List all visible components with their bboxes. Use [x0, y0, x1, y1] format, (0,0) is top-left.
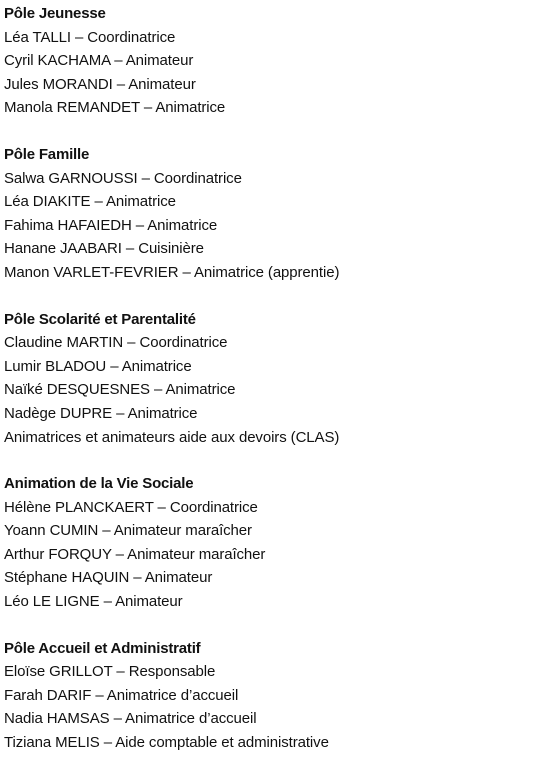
section-title: Pôle Jeunesse [4, 5, 106, 22]
staff-member: Manon VARLET-FEVRIER – Animatrice (apprentie) [4, 263, 340, 281]
staff-member: Hélène PLANCKAERT – Coordinatrice [4, 498, 258, 516]
staff-member: Yoann CUMIN – Animateur maraîcher [4, 522, 252, 540]
section-pole-famille [4, 143, 534, 285]
staff-member: Jules MORANDI – Animateur [4, 75, 196, 93]
staff-member: Eloïse GRILLOT – Responsable [4, 663, 216, 681]
staff-member: Arthur FORQUY – Animateur maraîcher [4, 545, 266, 563]
staff-member: Manola REMANDET – Animatrice [4, 99, 226, 117]
staff-member: Salwa GARNOUSSI – Coordinatrice [4, 169, 242, 187]
section-pole-scolarite-parentalite [4, 308, 534, 450]
section-title: Pôle Accueil et Administratif [4, 639, 201, 657]
staff-member: Cyril KACHAMA – Animateur [4, 52, 194, 70]
section-title: Pôle Scolarité et Parentalité [4, 310, 196, 328]
staff-member: Lumir BLADOU – Animatrice [4, 357, 192, 375]
staff-member: Fahima HAFAIEDH – Animatrice [4, 216, 218, 234]
section-animation-vie-sociale [4, 472, 534, 614]
staff-member: Léa TALLI – Coordinatrice [4, 28, 176, 46]
staff-member: Naïké DESQUESNES – Animatrice [4, 381, 236, 399]
section-pole-accueil-administratif [4, 637, 534, 755]
staff-member: Nadège DUPRE – Animatrice [4, 404, 198, 422]
staff-member: Stéphane HAQUIN – Animateur [4, 569, 213, 587]
section-title: Animation de la Vie Sociale [4, 475, 194, 493]
staff-member: Tiziana MELIS – Aide comptable et administrative [4, 734, 329, 752]
staff-member: Léa DIAKITE – Animatrice [4, 193, 176, 211]
staff-member: Animatrices et animateurs aide aux devoirs (CLAS) [4, 428, 340, 446]
staff-member: Nadia HAMSAS – Animatrice d’accueil [4, 710, 257, 728]
staff-member: Hanane JAABARI – Cuisinière [4, 240, 204, 258]
section-title: Pôle Famille [4, 145, 90, 163]
staff-member: Claudine MARTIN – Coordinatrice [4, 334, 228, 352]
staff-member: Léo LE LIGNE – Animateur [4, 593, 183, 611]
section-pole-jeunesse [4, 2, 534, 120]
staff-member: Farah DARIF – Animatrice d’accueil [4, 686, 239, 704]
